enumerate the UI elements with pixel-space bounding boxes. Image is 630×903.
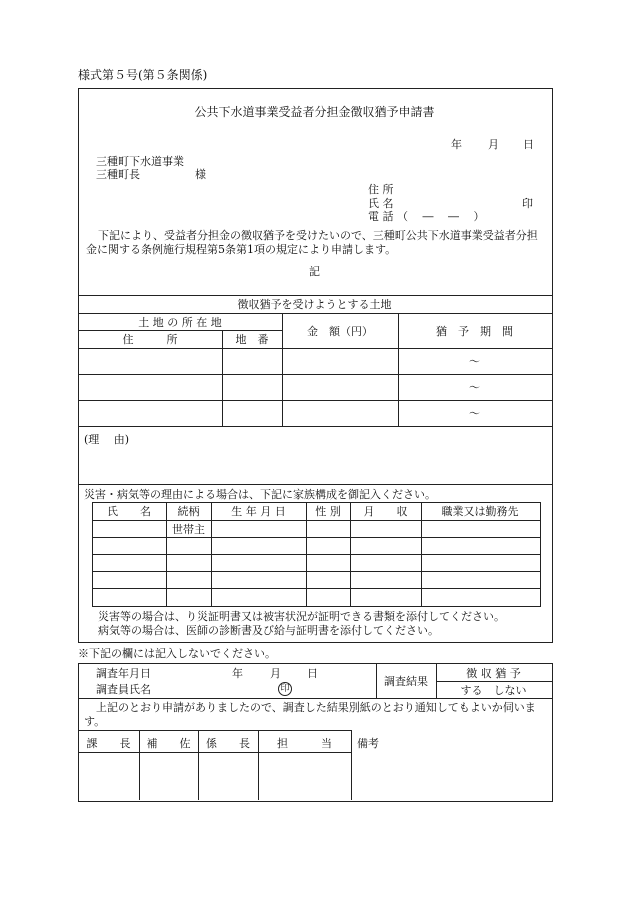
land-row-2-period: ～ (469, 381, 480, 394)
land-lot-header: 地 番 (235, 333, 269, 346)
survey-result-options: する しない (460, 684, 527, 697)
land-amount-header: 金 額（円） (307, 325, 373, 338)
date-month-label: 月 (488, 138, 499, 151)
applicant-phone-label: 電 話 （ ― ― ） (368, 210, 485, 223)
approval-assistant: 補 佐 (146, 737, 191, 750)
survey-result-head: 徴 収 猶 予 (466, 667, 521, 680)
survey-year-label: 年 (232, 667, 243, 680)
survey-day-label: 日 (307, 667, 318, 680)
recipient-line1: 三種町下水道事業 (96, 155, 184, 168)
land-period-header: 猶 予 期 間 (436, 325, 513, 338)
notify-text: 上記のとおり申請がありましたので、調査した結果別紙のとおり通知してもよいか伺います。 (84, 701, 536, 728)
family-intro-text: 災害・病気等の理由による場合は、下記に家族構成を御記入ください。 (84, 488, 436, 501)
applicant-seal-mark: 印 (522, 197, 533, 210)
land-section-title: 徴収猶予を受けようとする土地 (237, 298, 392, 311)
reason-label: (理 由) (84, 433, 130, 446)
land-location-header: 土 地 の 所 在 地 (138, 316, 222, 329)
land-row-1-period: ～ (469, 355, 480, 368)
surveyor-name-label: 調査員氏名 (96, 683, 151, 696)
survey-result-label: 調査結果 (384, 675, 428, 688)
approval-section-chief: 課 長 (86, 737, 131, 750)
survey-date-label: 調査年月日 (96, 667, 151, 680)
applicant-name-label: 氏 名 (368, 197, 394, 210)
form-number: 様式第５号(第５条関係) (78, 68, 208, 82)
recipient-line2: 三種町長 (96, 168, 140, 181)
family-header-occupation: 職業又は勤務先 (441, 505, 519, 518)
date-day-label: 日 (523, 138, 534, 151)
survey-month-label: 月 (270, 667, 281, 680)
family-note-illness: 病気等の場合は、医師の診断書及び給与証明書を添付してください。 (98, 624, 439, 637)
family-header-sex: 性 別 (315, 505, 341, 518)
surveyor-seal-mark: 印 (278, 682, 292, 696)
family-row-1-relation: 世帯主 (172, 523, 205, 536)
office-use-note: ※下記の欄には記入しないでください。 (78, 647, 276, 660)
form-title: 公共下水道事業受益者分担金徴収猶予申請書 (194, 105, 435, 119)
family-header-birthdate: 生 年 月 日 (231, 505, 286, 518)
family-header-income: 月 収 (363, 505, 408, 518)
family-header-relation: 続柄 (177, 505, 200, 518)
application-body-text: 下記により、受益者分担金の徴収猶予を受けたいので、三種町公共下水道事業受益者分担金に関する条例施行規程第5条第1項の規定により申請します。 (86, 229, 538, 256)
date-year-label: 年 (451, 138, 462, 151)
approval-unit-chief: 係 長 (206, 737, 250, 750)
ki-label: 記 (309, 265, 320, 278)
family-note-disaster: 災害等の場合は、り災証明書又は被害状況が証明できる書類を添付してください。 (98, 610, 505, 623)
applicant-address-label: 住 所 (368, 183, 394, 196)
recipient-honorific: 様 (195, 168, 206, 181)
land-address-header: 住 所 (122, 333, 178, 346)
land-row-3-period: ～ (469, 407, 480, 420)
approval-staff: 担 当 (277, 737, 332, 750)
remarks-label: 備考 (357, 737, 379, 750)
family-header-name: 氏 名 (107, 505, 151, 518)
